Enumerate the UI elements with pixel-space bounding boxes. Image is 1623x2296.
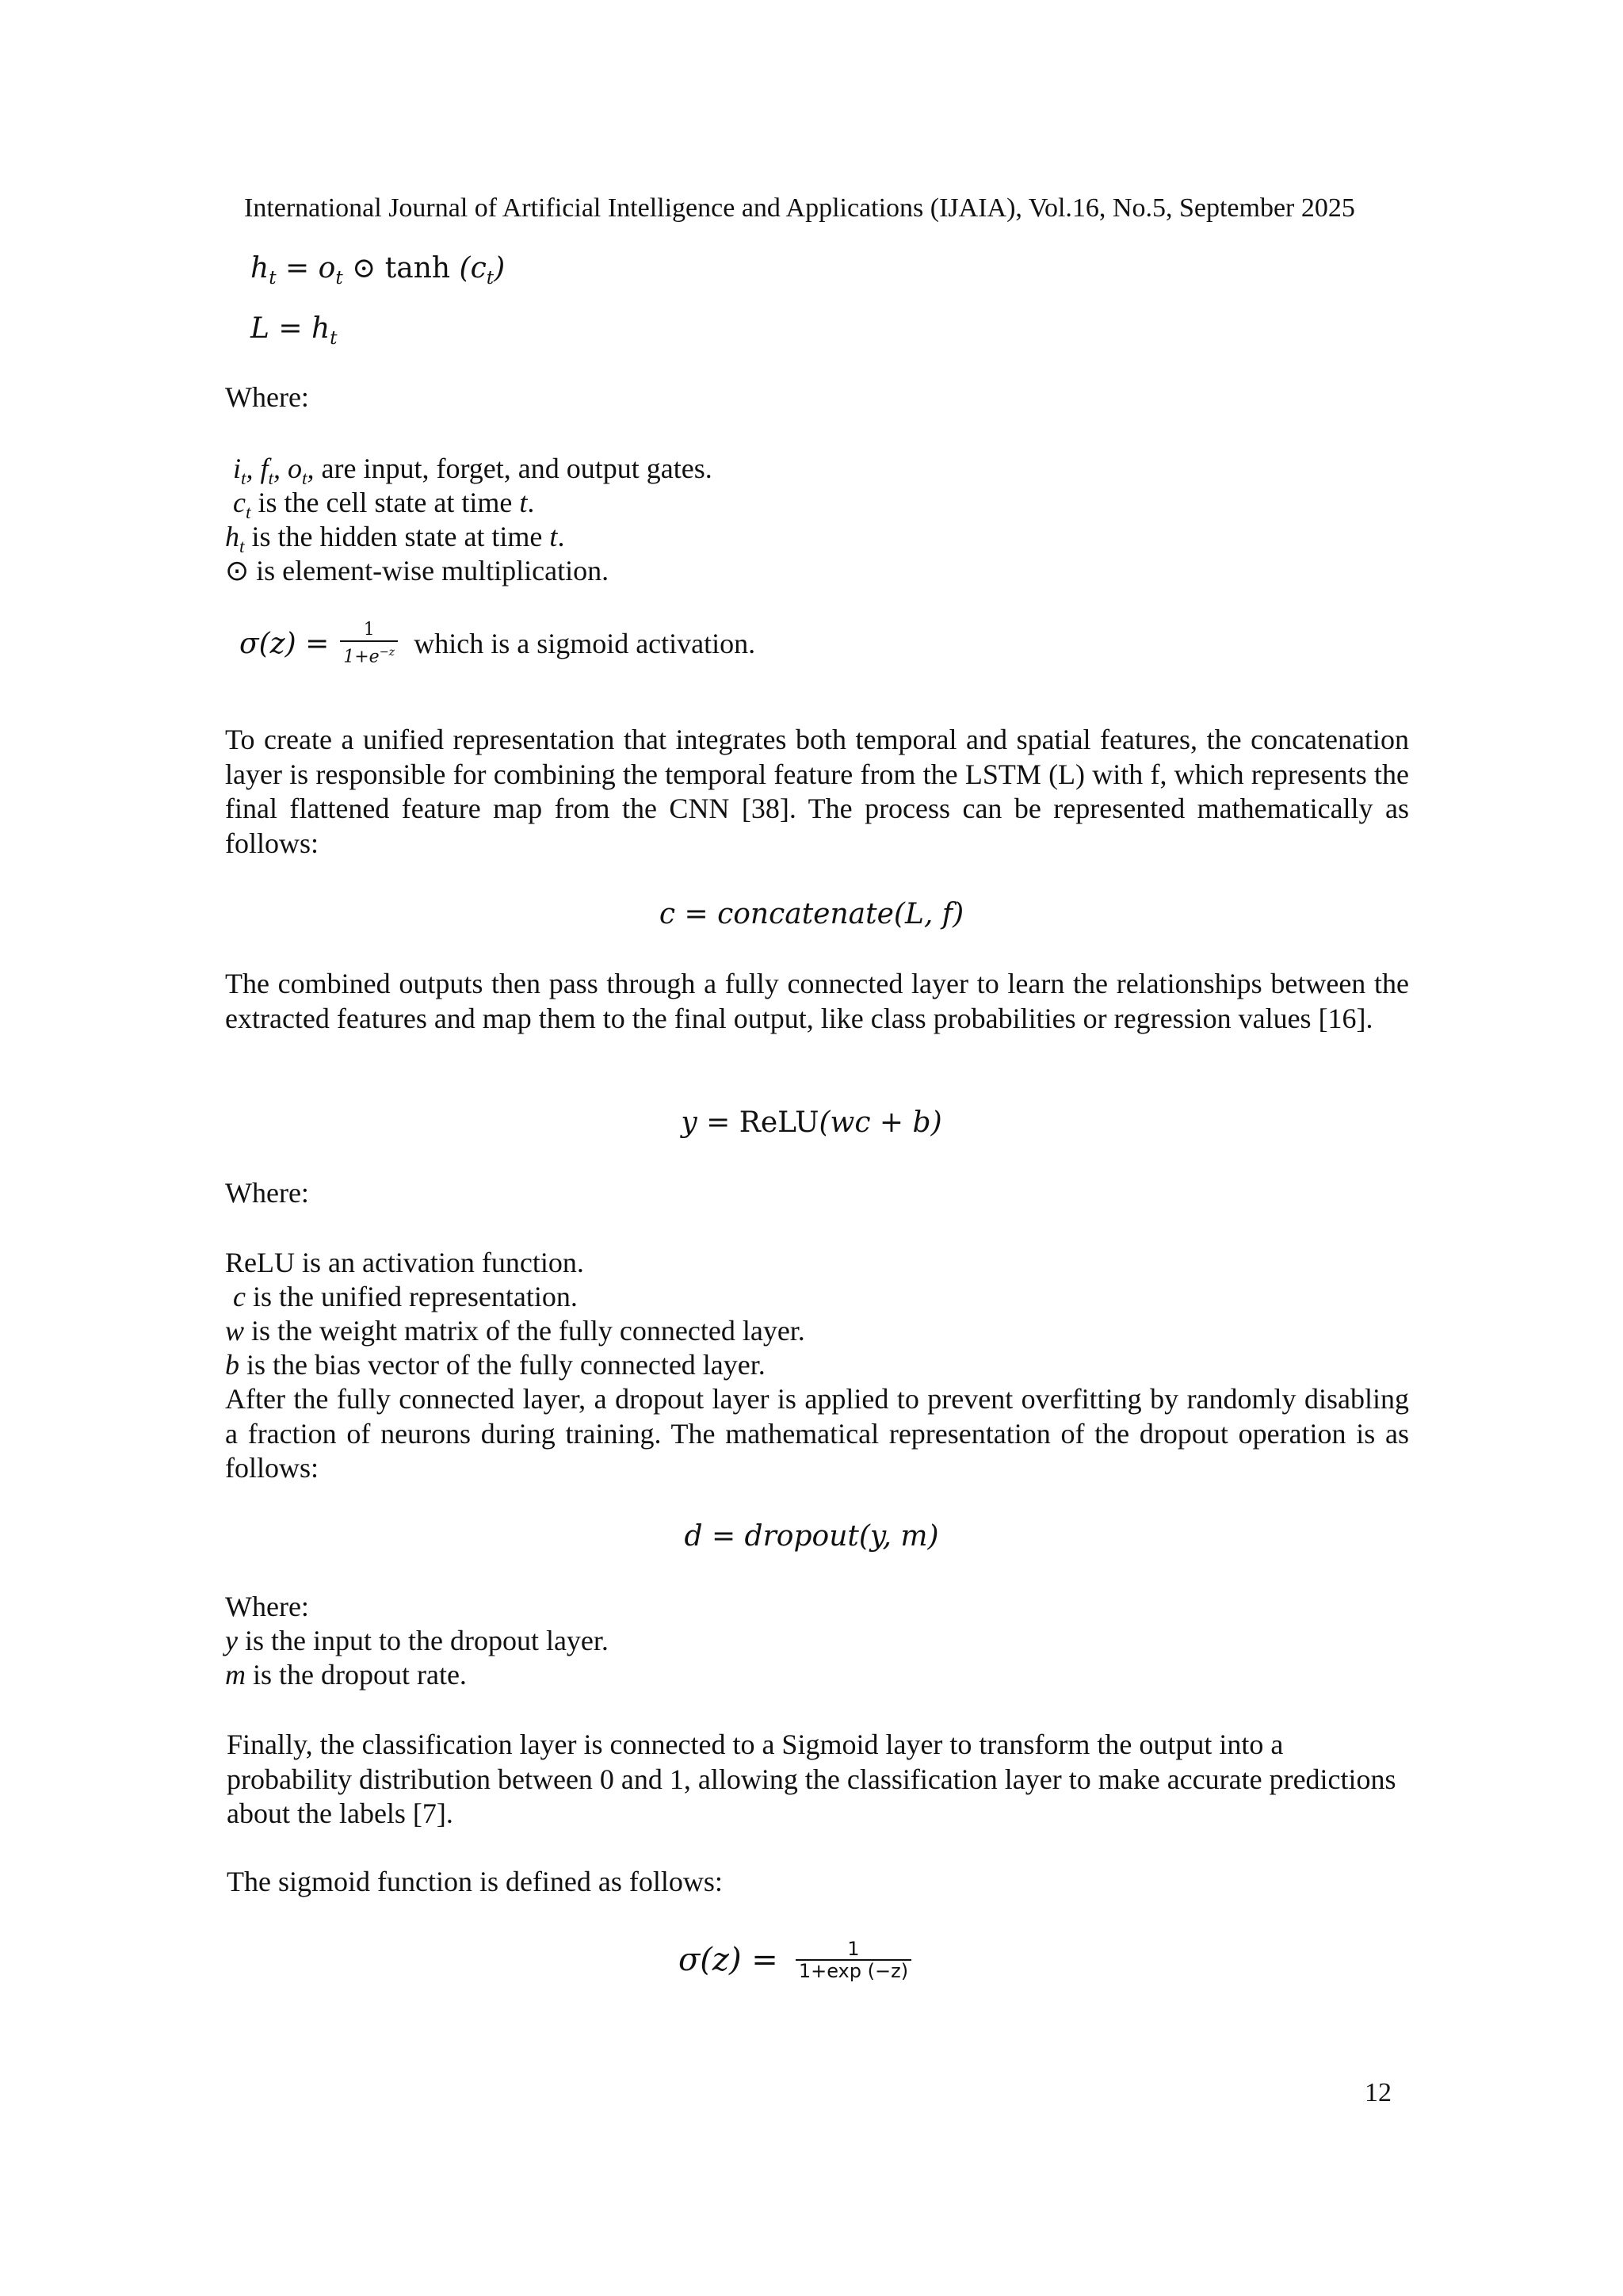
odot-text: is element-wise multiplication. <box>249 555 609 586</box>
equation-sigmoid-display: σ(z) = $\frac{1}{1+\exp (-z)}$ <box>678 1939 916 1981</box>
cell-state-text: is the cell state at time <box>250 487 520 518</box>
m-description: m is the dropout rate. <box>225 1659 467 1690</box>
b-description: b is the bias vector of the fully connected layer. <box>225 1349 766 1381</box>
odot-description: ⊙ is element-wise multiplication. <box>225 555 609 587</box>
m-description-text: is the dropout rate. <box>246 1659 467 1690</box>
equation-sigmoid-inline: σ(z) = $\frac{1}{1+e^{-z}}$ which is a sigmoid activation. <box>239 620 756 667</box>
b-description-text: is the bias vector of the fully connected layer. <box>239 1349 766 1381</box>
w-description-text: is the weight matrix of the fully connected layer. <box>244 1315 805 1347</box>
paragraph-dropout: After the fully connected layer, a dropout layer is applied to prevent overfitting by randomly disabling a fraction of neurons during training. The mathematical representation of the dropout operation is as follows: <box>225 1383 1409 1484</box>
page-number: 12 <box>1365 2078 1392 2107</box>
equation-relu: y = ReLU(wc + b) <box>681 1106 942 1139</box>
w-description: w is the weight matrix of the fully connected layer. <box>225 1315 805 1347</box>
paragraph-classification: Finally, the classification layer is connected to a Sigmoid layer to transform the output into a probability distribution between 0 and 1, allowing the classification layer to make accurate predictions about the labels [7]. <box>227 1729 1396 1829</box>
c-description: c is the unified representation. <box>233 1281 578 1312</box>
paragraph-sigmoid-definition: The sigmoid function is defined as follows: <box>227 1866 723 1897</box>
c-description-text: is the unified representation. <box>245 1281 578 1312</box>
equation-hidden-state: $h_t = o_t$ ⊙ $\tanh (c_t)$ <box>250 252 506 289</box>
gates-description: $i_t$, $f_t$, $o_t$, are input, forget, and output gates. <box>233 453 712 490</box>
where-label-1: Where: <box>225 381 309 413</box>
equation-dropout: d = dropout(y, m) <box>684 1520 939 1553</box>
y-description-text: is the input to the dropout layer. <box>237 1625 609 1656</box>
gates-description-text: are input, forget, and output gates. <box>314 453 712 484</box>
equation-concatenate: c = concatenate(L, f) <box>659 898 964 930</box>
hidden-state-description: $h_t$ is the hidden state at time t. <box>225 521 565 558</box>
hidden-state-text: is the hidden state at time <box>244 521 550 552</box>
paragraph-concatenation: To create a unified representation that integrates both temporal and spatial features, the concatenation layer is responsible for combining the temporal feature from the LSTM (L) with f, which represents the final flattened feature map from the CNN [38]. The process can be represented mathematically as follows: <box>225 724 1409 859</box>
cell-state-description: $c_t$ is the cell state at time t. <box>233 487 535 524</box>
relu-description: ReLU is an activation function. <box>225 1247 584 1278</box>
equation-lstm-output: $L = h_t$ <box>250 312 338 350</box>
sigmoid-inline-description: which is a sigmoid activation. <box>414 627 756 659</box>
paragraph-fully-connected: The combined outputs then pass through a fully connected layer to learn the relationships between the extracted features and map them to the final output, like class probabilities or regression values [16]. <box>225 968 1409 1034</box>
where-label-3: Where: <box>225 1591 309 1622</box>
y-description: y is the input to the dropout layer. <box>225 1625 609 1656</box>
where-label-2: Where: <box>225 1177 309 1209</box>
journal-header: International Journal of Artificial Intelligence and Applications (IJAIA), Vol.16, No.5, September 2025 <box>244 193 1355 223</box>
